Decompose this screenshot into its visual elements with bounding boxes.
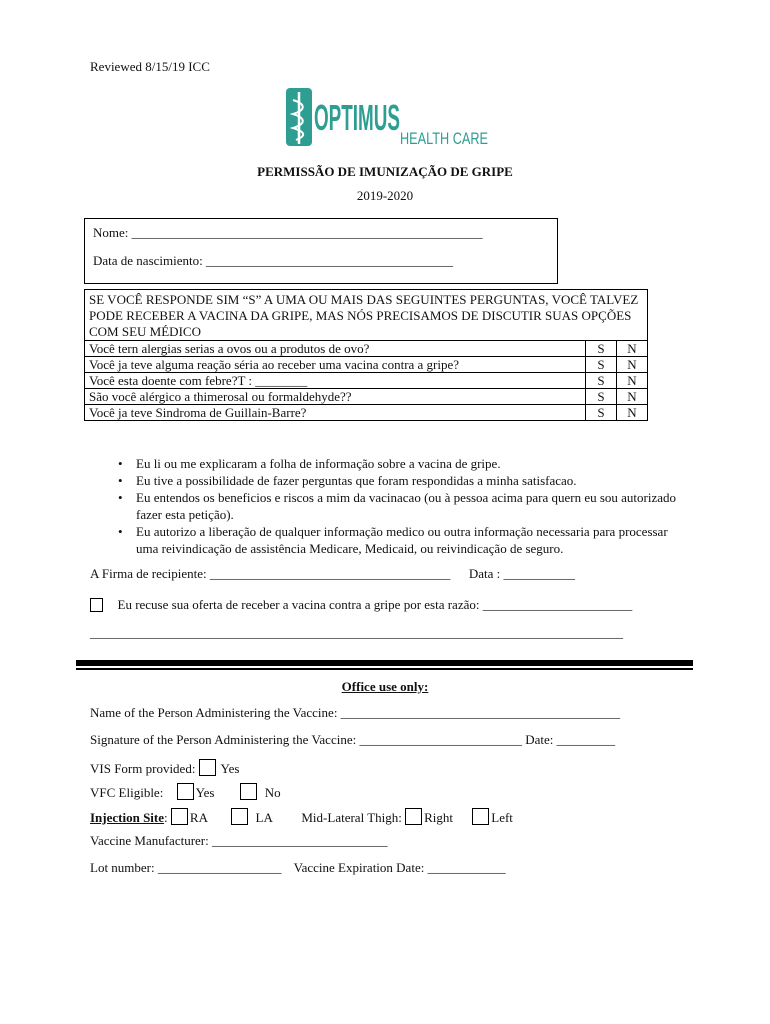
question-row	[85, 341, 648, 357]
refuse-checkbox[interactable]	[90, 598, 103, 612]
vfc-row	[90, 783, 281, 801]
expiration-date-field[interactable]: Vaccine Expiration Date: ____________	[293, 860, 506, 875]
vfc-label: VFC Eligible:	[90, 785, 164, 800]
answer-yes[interactable]: S	[586, 341, 617, 357]
consent-item: • Eu tive a possibilidade de fazer perguntas que foram respondidas a minha satisfacao.	[118, 473, 577, 488]
vis-label: VIS Form provided:	[90, 761, 196, 776]
vfc-no-checkbox[interactable]	[240, 783, 257, 800]
answer-yes[interactable]: S	[586, 405, 617, 421]
refuse-row	[90, 597, 632, 613]
section-divider	[76, 660, 693, 666]
bullet-icon: •	[118, 473, 123, 488]
ra-checkbox[interactable]	[171, 808, 188, 825]
answer-no[interactable]: N	[617, 389, 648, 405]
injection-site-label: Injection Site	[90, 810, 165, 825]
consent-list	[118, 455, 678, 557]
vfc-yes-label: Yes	[195, 785, 215, 800]
bullet-icon: •	[118, 524, 123, 539]
bullet-icon: •	[118, 456, 123, 471]
question-text: Você tern alergias serias a ovos ou a produtos de ovo?	[85, 341, 586, 357]
date-field[interactable]: Data : ___________	[468, 566, 576, 581]
vis-row	[90, 759, 239, 777]
dob-field[interactable]: Data de nascimiento: ______________________________________	[93, 253, 453, 268]
office-heading: Office use only:	[341, 679, 429, 694]
refuse-reason-line[interactable]: __________________________________________________________________________________	[90, 625, 623, 640]
question-text: Você esta doente com febre?T : ________	[85, 373, 586, 389]
question-row	[85, 405, 648, 421]
optimus-logo	[286, 86, 488, 150]
admin-date-field[interactable]: Date: _________	[525, 732, 616, 747]
question-text: Você ja teve Sindroma de Guillain-Barre?	[85, 405, 586, 421]
answer-no[interactable]: N	[617, 341, 648, 357]
la-checkbox[interactable]	[231, 808, 248, 825]
admin-name-field[interactable]: Name of the Person Administering the Vaccine: ___________________________________________	[90, 705, 621, 720]
answer-no[interactable]: N	[617, 357, 648, 373]
answer-no[interactable]: N	[617, 373, 648, 389]
name-field[interactable]: Nome: ______________________________________________________	[93, 225, 483, 240]
reviewed-note: Reviewed 8/15/19 ICC	[90, 59, 210, 74]
question-text: São você alérgico a thimerosal ou formaldehyde??	[85, 389, 586, 405]
vis-checkbox[interactable]	[199, 759, 216, 776]
svg-text:HEALTH CARE: HEALTH CARE	[400, 129, 488, 148]
svg-text:OPTIMUS: OPTIMUS	[314, 97, 400, 138]
right-label: Right	[424, 810, 454, 825]
admin-signature-field[interactable]: Signature of the Person Administering the Vaccine: _________________________	[90, 732, 522, 747]
question-row	[85, 357, 648, 373]
consent-item: • Eu autorizo a liberação de qualquer informação medico ou outra informação necessaria para processar uma reivindicação de assistência Medicare, Medicaid, ou reivindicação de seguro.	[118, 524, 668, 556]
screening-intro: SE VOCÊ RESPONDE SIM “S” A UMA OU MAIS DAS SEGUINTES PERGUNTAS, VOCÊ TALVEZ PODE RECEBER A VACINA DA GRIPE, MAS NÓS PRECISAMOS DE DISCUTIR SUAS OPÇÕES COM SEU MÉDICO	[85, 290, 648, 341]
consent-item: • Eu li ou me explicaram a folha de informação sobre a vacina de gripe.	[118, 456, 501, 471]
thigh-label: Mid-Lateral Thigh:	[301, 810, 402, 825]
screening-questions-table	[84, 289, 648, 421]
consent-item: • Eu entendos os beneficios e riscos a mim da vacinacao (ou à pessoa acima para quern eu sou autorizado fazer esta petição).	[118, 490, 677, 522]
refuse-label: Eu recuse sua oferta de receber a vacina contra a gripe por esta razão: _______________________	[117, 597, 633, 612]
section-divider-thin	[76, 668, 693, 670]
form-title: PERMISSÃO DE IMUNIZAÇÃO DE GRIPE	[257, 164, 513, 179]
answer-yes[interactable]: S	[586, 373, 617, 389]
answer-no[interactable]: N	[617, 405, 648, 421]
vfc-no-label: No	[264, 785, 281, 800]
admin-signature-row	[90, 732, 615, 748]
answer-yes[interactable]: S	[586, 357, 617, 373]
answer-yes[interactable]: S	[586, 389, 617, 405]
bullet-icon: •	[118, 490, 123, 505]
left-thigh-checkbox[interactable]	[472, 808, 489, 825]
signature-label: A Firma de recipiente: _____________________________________	[90, 566, 451, 581]
left-label: Left	[491, 810, 513, 825]
vis-yes-label: Yes	[220, 761, 240, 776]
vfc-yes-checkbox[interactable]	[177, 783, 194, 800]
right-thigh-checkbox[interactable]	[405, 808, 422, 825]
lot-row	[90, 860, 506, 876]
form-year: 2019-2020	[356, 188, 414, 203]
manufacturer-field[interactable]: Vaccine Manufacturer: ___________________________	[90, 833, 388, 848]
recipient-signature-line[interactable]	[90, 566, 575, 582]
patient-info-box	[84, 218, 558, 284]
question-row	[85, 389, 648, 405]
question-row	[85, 373, 648, 389]
la-label: LA	[255, 810, 273, 825]
ra-label: RA	[189, 810, 208, 825]
injection-site-row: Injection Site: RA LA Mid-Lateral Thigh: Right Left	[90, 810, 513, 825]
lot-number-field[interactable]: Lot number: ___________________	[90, 860, 282, 875]
question-text: Você ja teve alguma reação séria ao receber uma vacina contra a gripe?	[85, 357, 586, 373]
